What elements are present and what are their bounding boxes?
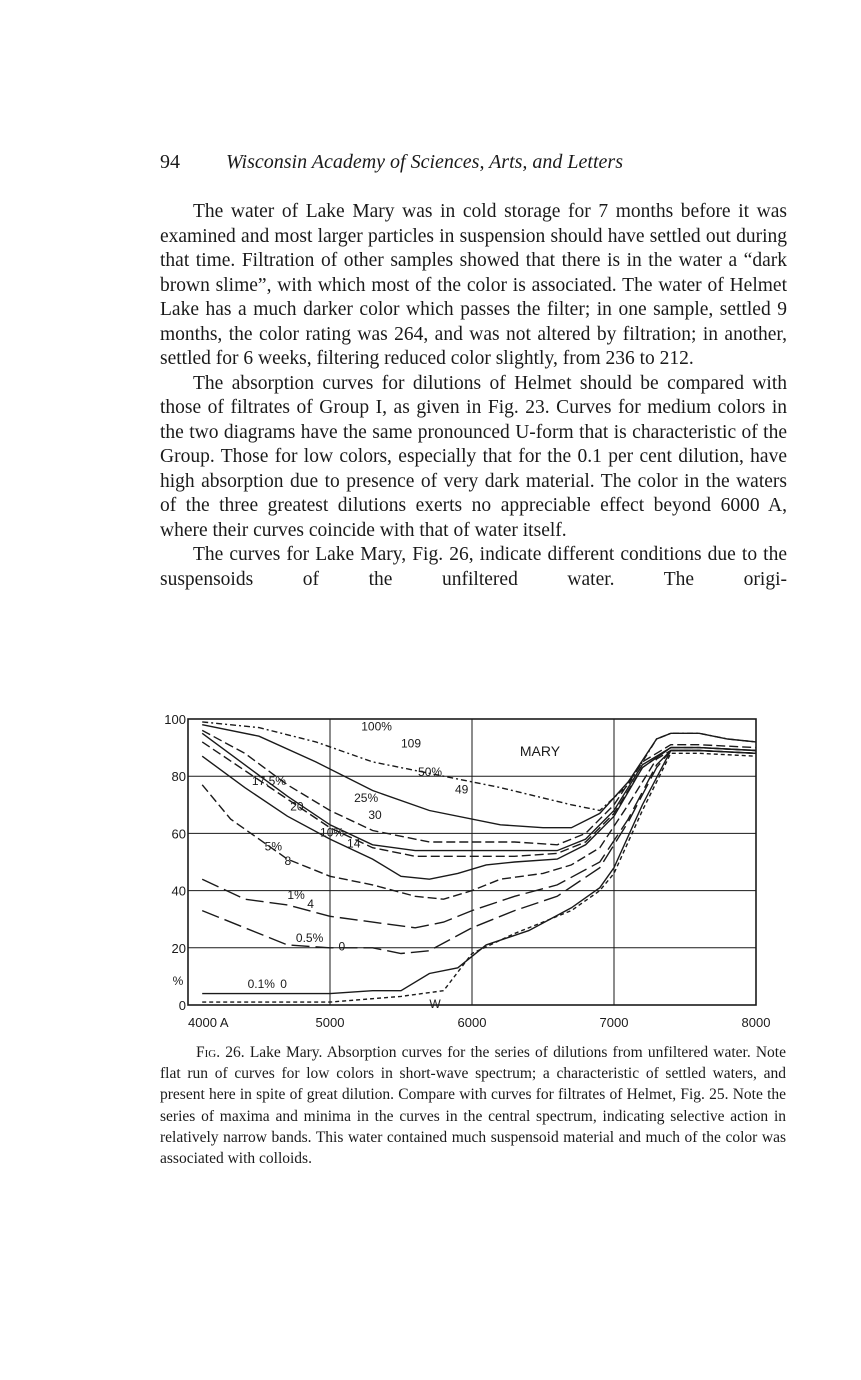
paragraph: The absorption curves for dilutions of Helmet should be compared with those of filtrates of Group I, as given in Fig. 23. Curves for medium colors in the two diagrams have the same pronounced U-form that is characteristic of the Group. Those for low colors, especially that for the 0.1 per cent dilution, have high absorption due to presence of very dark material. The color in the waters of the three greatest dilutions exerts no appreciable effect beyond 6000 A, where their curves coincide with that of water itself.: [160, 372, 787, 541]
y-tick-label: 0: [178, 998, 186, 1013]
y-tick-label: 60: [171, 826, 186, 842]
series-annotation: 49: [454, 782, 469, 797]
series-label: 0.5%: [295, 931, 324, 946]
series-label: 50%: [418, 765, 443, 780]
x-tick-label: 7000: [599, 1015, 629, 1030]
series-label: 25%: [354, 790, 379, 805]
y-tick-label: 20: [171, 940, 186, 956]
caption-text: Lake Mary. Absorption curves for the series of dilutions from unfiltered water. Note flat run of curves for low colors in short-wave spectrum; a characteristic of settled waters, and present here in spite of great dilution. Compare with curves for filtrates of Helmet, Fig. 25. Note the series of maxima and minima in the curves in the central spectrum, indicating selective action in relatively narrow bands. This water contained much suspensoid material and much of the color was associated with colloids.: [160, 1044, 786, 1168]
series-annotation: 14: [347, 836, 361, 851]
series-label: 20: [290, 799, 304, 814]
series-label: 5%: [264, 839, 283, 854]
y-tick-label: 80: [171, 769, 186, 785]
paragraph: The water of Lake Mary was in cold storage for 7 months before it was examined and most larger particles in suspension should have settled out during that time. Filtration of other samples showed that there is in the water a “dark brown slime”, with which most of the color is associated. The water of Helmet Lake has a much darker color which passes the filter; in one sample, settled 9 months, the color rating was 264, and was not altered by filtration; in another, settled for 6 weeks, filtering reduced color slightly, from 236 to 212.: [160, 201, 787, 369]
x-tick-label: 5000: [315, 1015, 345, 1030]
series-label: 10%: [320, 825, 345, 840]
figure-caption: [160, 1042, 786, 1169]
body-text: [160, 200, 787, 592]
paragraph: The curves for Lake Mary, Fig. 26, indicate different conditions due to the suspensoids of the unfiltered water. The origi-: [160, 544, 787, 590]
absorption-chart: [150, 708, 790, 1038]
series-annotation: 30: [368, 808, 382, 823]
series-label: W: [429, 996, 441, 1011]
caption-label: Fig. 26.: [196, 1044, 245, 1061]
series-annotation: 0: [280, 976, 287, 991]
x-tick-label: 6000: [457, 1015, 487, 1030]
chart-svg: [150, 708, 790, 1038]
y-tick-label: 40: [171, 883, 186, 899]
x-tick-label: 4000 A: [188, 1015, 229, 1030]
running-header: [160, 148, 800, 176]
series-label: 17.5%: [251, 773, 286, 788]
y-axis-label: %: [172, 974, 184, 988]
page-number: 94: [160, 151, 180, 173]
series-line: [202, 742, 756, 856]
x-tick-label: 8000: [741, 1015, 771, 1030]
y-tick-label: 100: [164, 712, 186, 727]
series-annotation: 8: [284, 853, 292, 868]
series-label: 0.1%: [247, 976, 275, 991]
series-annotation: 4: [307, 896, 314, 911]
series-label: 1%: [287, 888, 305, 903]
series-annotation: 109: [401, 736, 422, 751]
series-line: [202, 753, 756, 1002]
series-annotation: 0: [338, 939, 346, 954]
running-title: Wisconsin Academy of Sciences, Arts, and Letters: [226, 151, 623, 173]
series-label: 100%: [361, 719, 392, 734]
chart-title: MARY: [519, 743, 561, 759]
